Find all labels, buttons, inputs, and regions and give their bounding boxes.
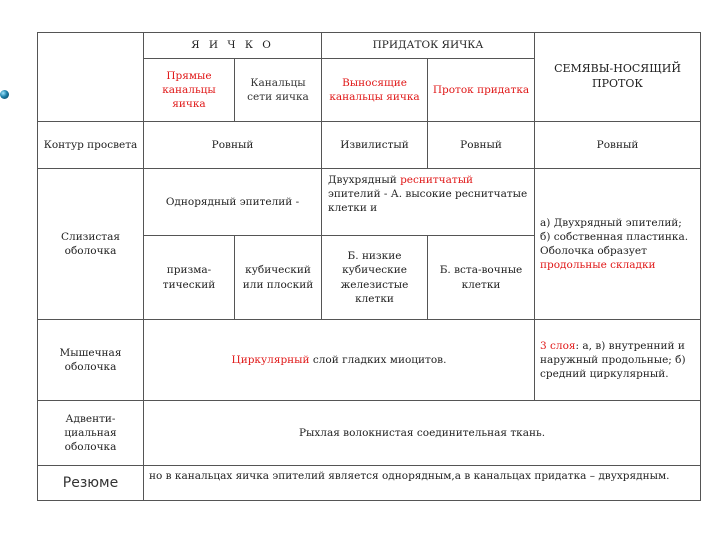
subheader-straight-tubules: Прямые канальцы яичка	[143, 58, 235, 122]
muscle-main	[143, 319, 535, 401]
muscle-vas-text	[540, 339, 695, 382]
muscle-text	[232, 353, 447, 367]
subheader-efferent-ducts: Выносящие канальцы яичка	[321, 58, 428, 122]
mucosa-vas-deferens	[534, 168, 701, 320]
header-testis: Я И Ч К О	[143, 32, 322, 59]
row-label-lumen: Контур просвета	[37, 121, 144, 169]
lumen-efferent: Извилистый	[321, 121, 428, 169]
row-label-adventitia: Адвенти-циальная оболочка	[37, 400, 144, 466]
mucosa-cuboidal: кубический или плоский	[234, 235, 322, 320]
row-label-mucosa: Слизистая оболочка	[37, 168, 144, 320]
mucosa-efferent-b: Б. низкие кубические железистые клетки	[321, 235, 428, 320]
mucosa-testis-top: Однорядный эпителий -	[143, 168, 322, 236]
epithelium-text-1: Двухрядный	[328, 174, 401, 186]
lumen-vas-deferens: Ровный	[534, 121, 701, 169]
epithelium-text-red: реснитчатый	[400, 174, 474, 186]
adventitia-text: Рыхлая волокнистая соединительная ткань.	[143, 400, 701, 466]
muscle-vas-red: 3 слоя	[540, 339, 576, 352]
lumen-epididymis-duct: Ровный	[427, 121, 535, 169]
row-label-summary: Резюме	[37, 465, 144, 501]
header-vas-deferens: СЕМЯВЫ-НОСЯЩИЙ ПРОТОК	[534, 32, 701, 122]
empty-corner-cell	[37, 32, 144, 122]
muscle-vas-deferens	[534, 319, 701, 401]
summary-text: но в канальцах яичка эпителий является однорядным,а в канальцах придатка – двухрядным.	[143, 465, 701, 501]
mucosa-epithelium-text	[328, 173, 528, 216]
muscle-text-main: слой гладких миоцитов.	[309, 353, 447, 366]
muscle-text-red: Циркулярный	[231, 353, 310, 366]
mucosa-epididymis-epithelium	[321, 168, 535, 236]
mucosa-duct-b: Б. вста-вочные клетки	[427, 235, 535, 320]
slide-bullet-icon	[0, 90, 9, 99]
muscle-vas-main: : а, в) внутренний и наружный продольные; б) средний циркулярный.	[540, 339, 686, 381]
epithelium-text-2: эпителий - А. высокие реснитчатые клетки и	[328, 188, 528, 215]
mucosa-vas-text-main: а) Двухрядный эпителий; б) собственная пластинка. Оболочка образует	[540, 216, 689, 257]
row-label-muscle: Мышечная оболочка	[37, 319, 144, 401]
subheader-rete-tubules: Канальцы сети яичка	[234, 58, 322, 122]
header-epididymis: ПРИДАТОК ЯИЧКА	[321, 32, 535, 59]
subheader-epididymis-duct: Проток придатка	[427, 58, 535, 122]
lumen-testis: Ровный	[143, 121, 322, 169]
mucosa-prismatic: призма-тический	[143, 235, 235, 320]
mucosa-vas-text	[540, 216, 695, 273]
mucosa-vas-text-red: продольные складки	[540, 259, 656, 272]
